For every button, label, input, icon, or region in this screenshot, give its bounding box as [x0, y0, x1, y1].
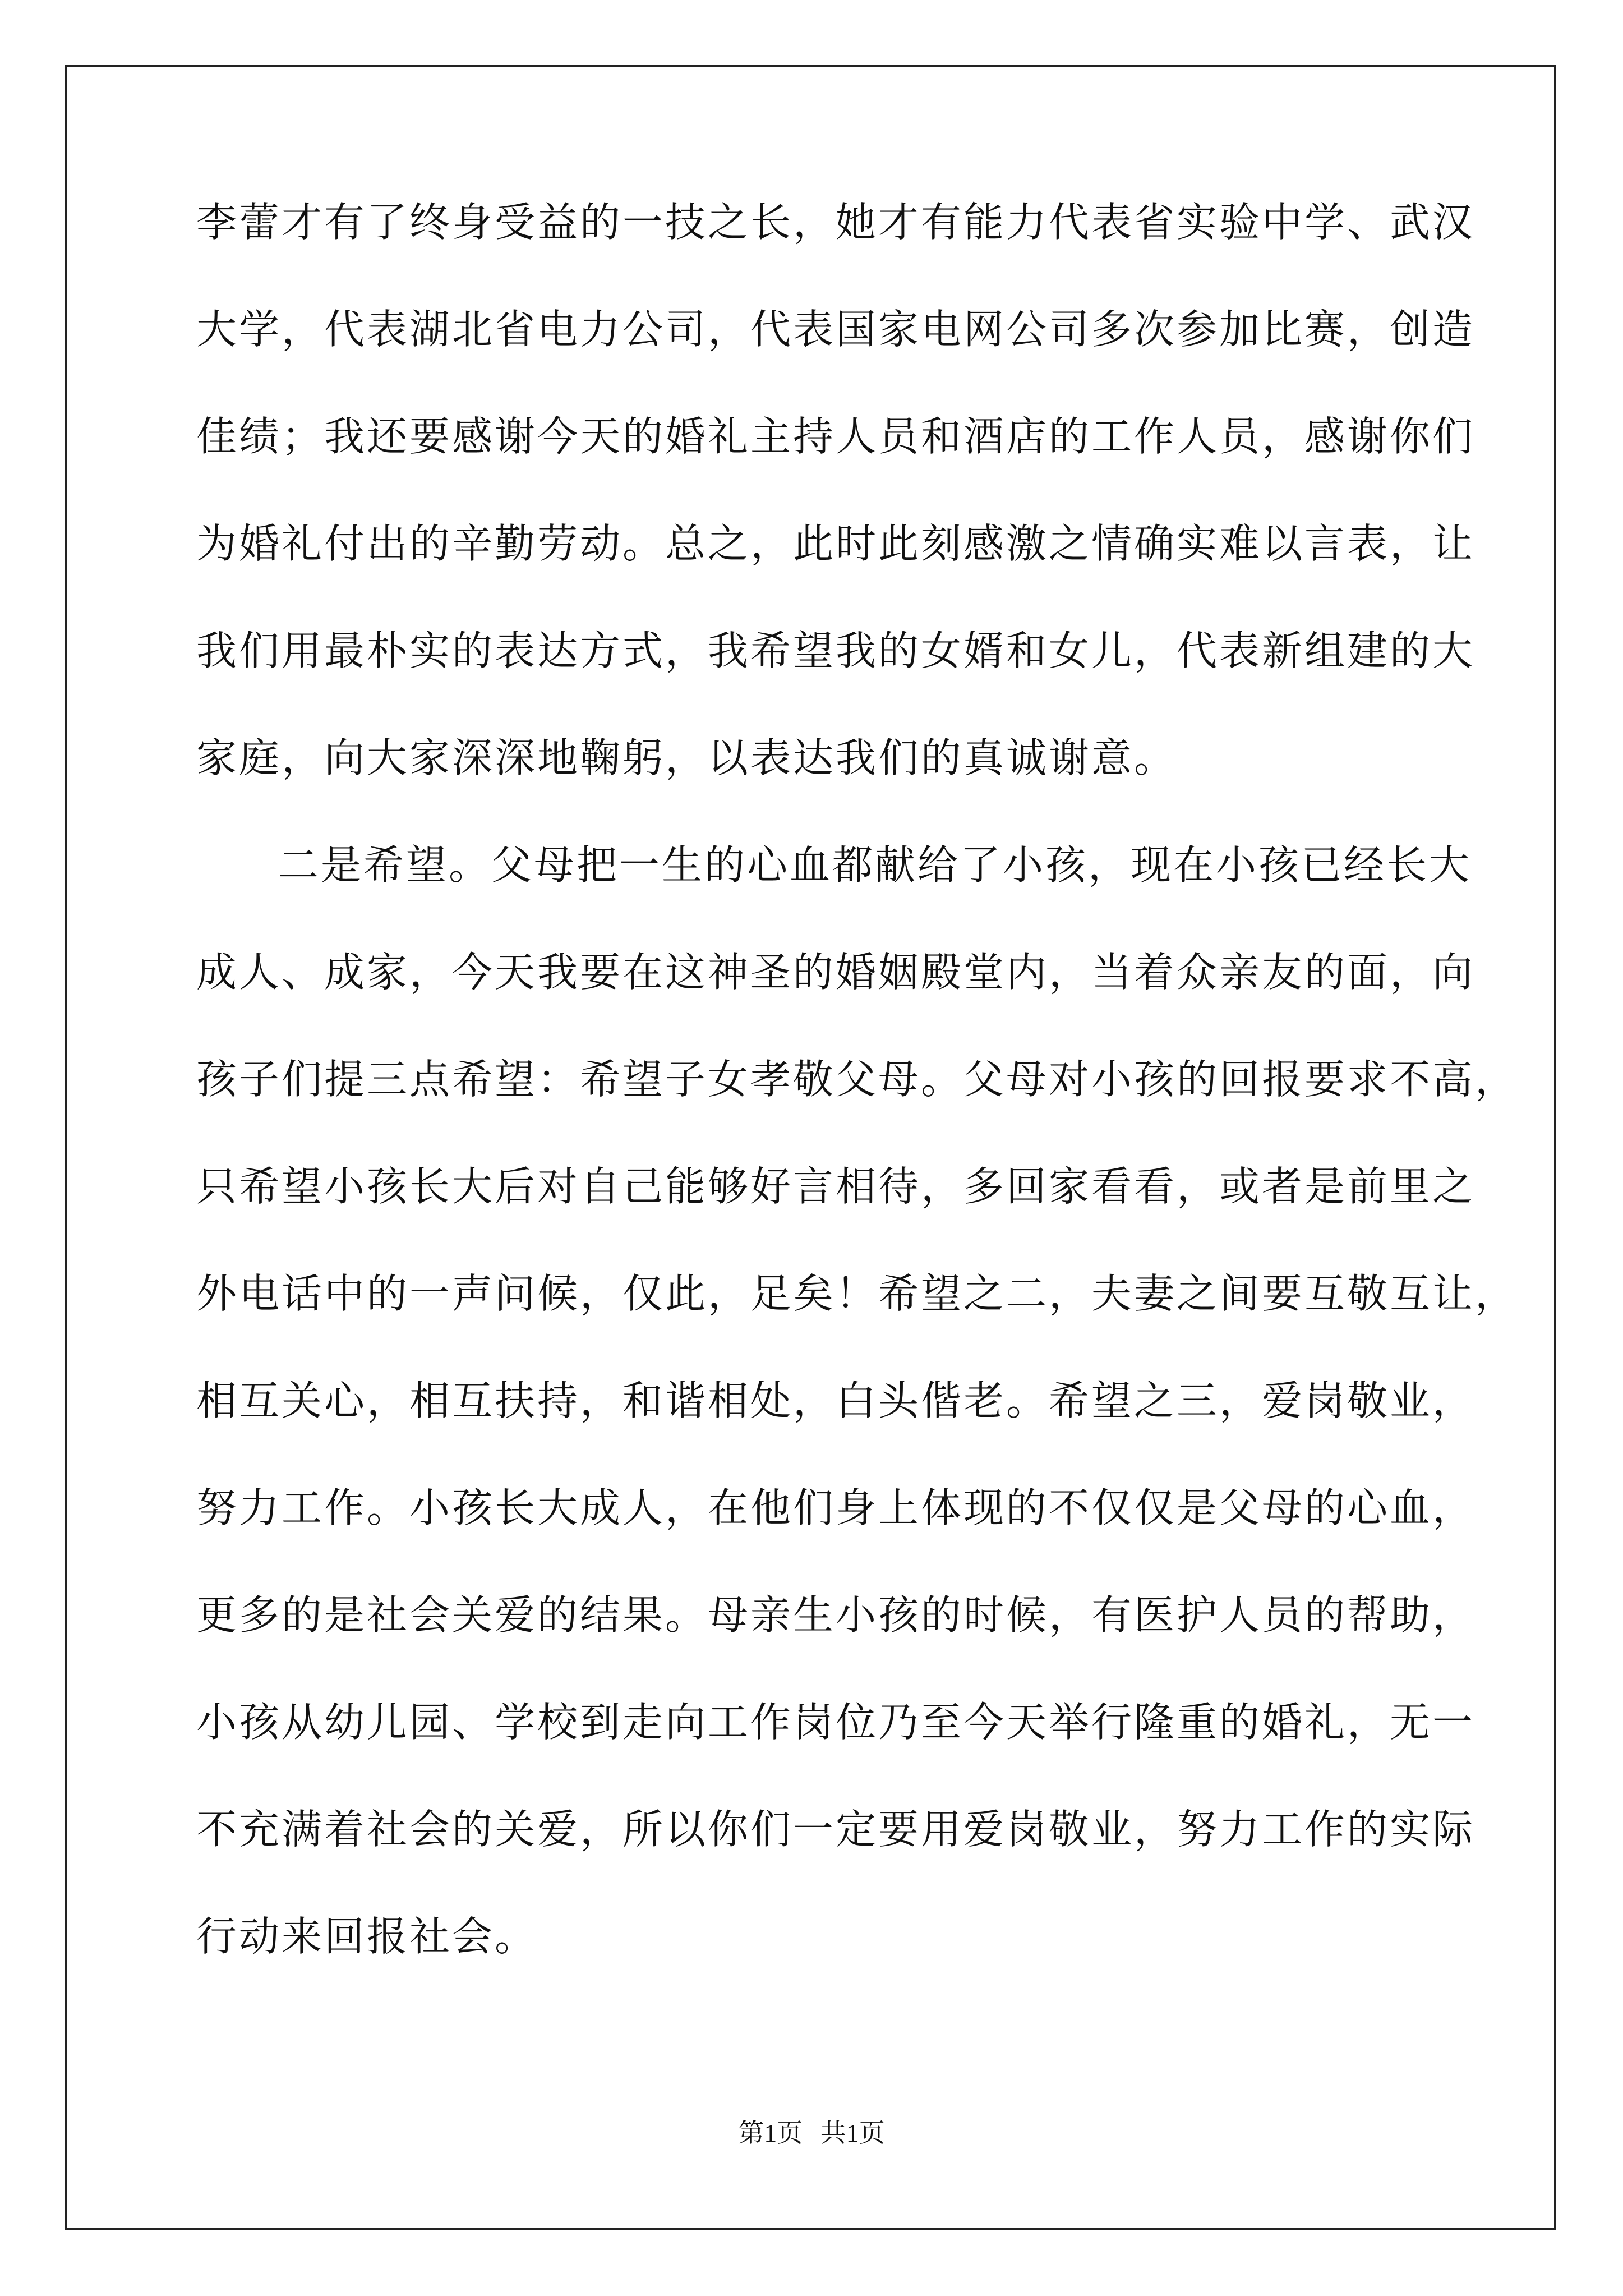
- text-line: 努力工作。小孩长大成人，在他们身上体现的不仅仅是父母的心血，: [196, 1484, 1476, 1531]
- text-line: 为婚礼付出的辛勤劳动。总之，此时此刻感激之情确实难以言表，让: [196, 520, 1476, 567]
- page-footer: [0, 2120, 1623, 2146]
- text-line: 二是希望。父母把一生的心血都献给了小孩，现在小孩已经长大: [278, 841, 1472, 889]
- document-body: [196, 199, 1518, 2023]
- text-line: 家庭，向大家深深地鞠躬，以表达我们的真诚谢意。: [196, 734, 1177, 781]
- text-line: 更多的是社会关爱的结果。母亲生小孩的时候，有医护人员的帮助，: [196, 1591, 1476, 1639]
- text-line: 行动来回报社会。: [196, 1913, 538, 1960]
- text-line: 李蕾才有了终身受益的一技之长，她才有能力代表省实验中学、武汉: [196, 199, 1476, 246]
- text-line: 我们用最朴实的表达方式，我希望我的女婿和女儿，代表新组建的大: [196, 627, 1476, 674]
- text-line: 只希望小孩长大后对自己能够好言相待，多回家看看，或者是前里之: [196, 1163, 1476, 1210]
- text-line: 大学，代表湖北省电力公司，代表国家电网公司多次参加比赛，创造: [196, 306, 1476, 353]
- text-line: 成人、成家，今天我要在这神圣的婚姻殿堂内，当着众亲友的面，向: [196, 949, 1476, 996]
- page-number-total: 共1页: [820, 2119, 885, 2147]
- text-line: 不充满着社会的关爱，所以你们一定要用爱岗敬业，努力工作的实际: [196, 1806, 1476, 1853]
- text-line: 小孩从幼儿园、学校到走向工作岗位乃至今天举行隆重的婚礼，无一: [196, 1699, 1476, 1746]
- page-number-current: 第1页: [738, 2119, 803, 2147]
- text-line: 相互关心，相互扶持，和谐相处，白头偕老。希望之三，爱岗敬业，: [196, 1377, 1476, 1424]
- text-line: 佳绩；我还要感谢今天的婚礼主持人员和酒店的工作人员，感谢你们: [196, 413, 1476, 460]
- text-line: 外电话中的一声问候，仅此，足矣！希望之二，夫妻之间要互敬互让，: [196, 1270, 1518, 1317]
- text-line: 孩子们提三点希望：希望子女孝敬父母。父母对小孩的回报要求不高，: [196, 1056, 1518, 1103]
